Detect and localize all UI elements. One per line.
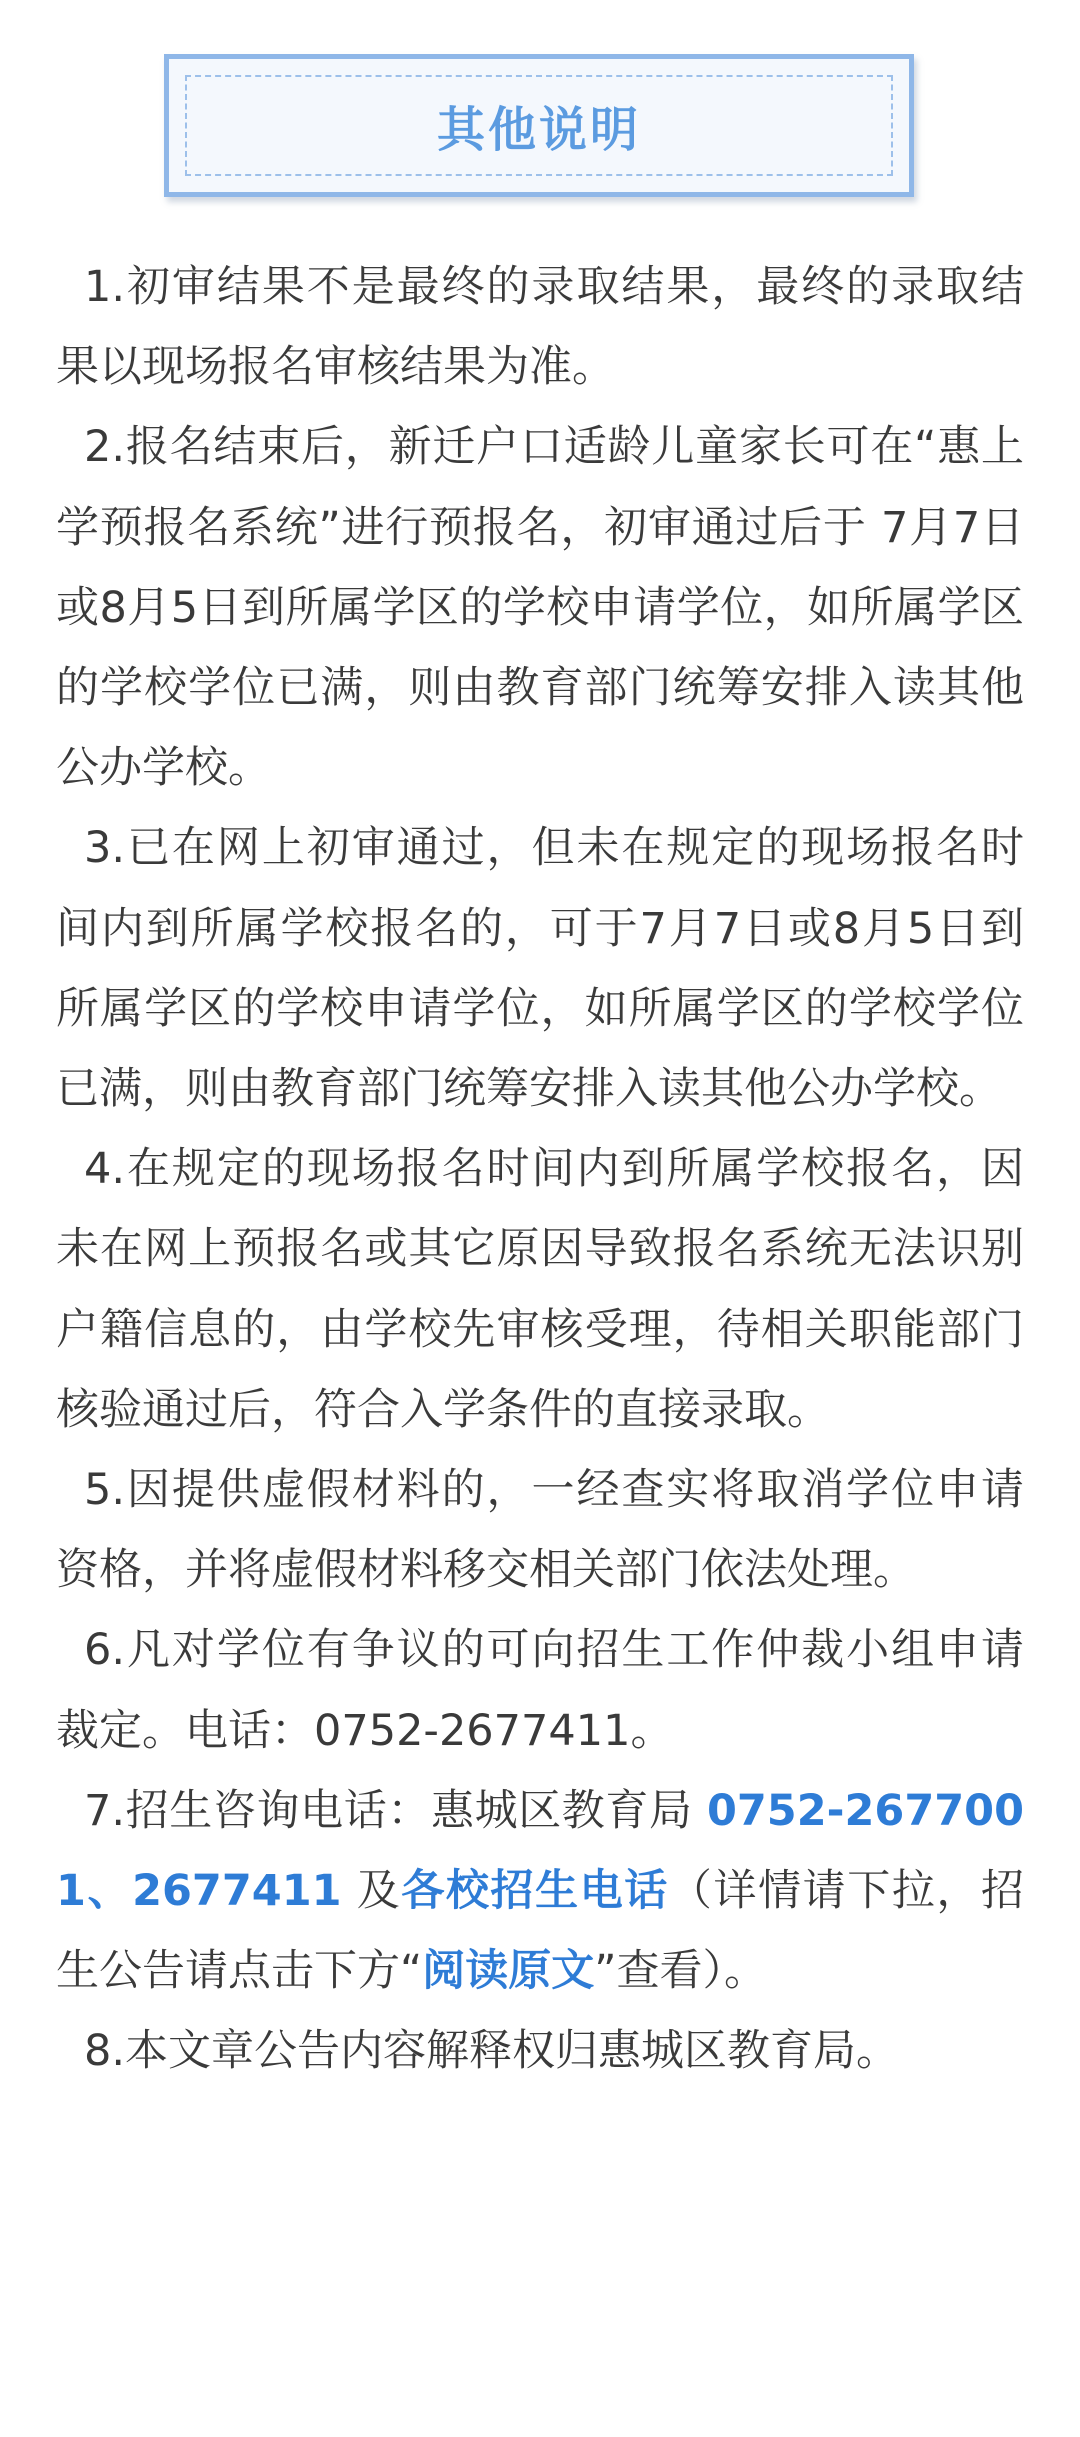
read-original-link[interactable]: 阅读原文	[422, 1946, 595, 1997]
note-item-6: 6.凡对学位有争议的可向招生工作仲裁小组申请裁定。电话：0752-2677411。	[56, 1625, 1024, 1756]
note-item-2: 2.报名结束后，新迁户口适龄儿童家长可在“惠上学预报名系统”进行预报名，初审通过后于 7月7日或8月5日到所属学区的学校申请学位，如所属学区的学校学位已满，则由教育部门统筹安排入读其他公办学校。	[56, 422, 1024, 794]
item7-prefix: 7.招生咨询电话：惠城区教育局	[84, 1785, 707, 1836]
note-item-4: 4.在规定的现场报名时间内到所属学校报名，因未在网上预报名或其它原因导致报名系统无法识别户籍信息的，由学校先审核受理，待相关职能部门核验通过后，符合入学条件的直接录取。	[56, 1144, 1024, 1435]
item7-mid1: 及	[341, 1866, 402, 1917]
note-item-8: 8.本文章公告内容解释权归惠城区教育局。	[84, 2026, 900, 2077]
item7-suffix: ”查看）。	[594, 1946, 768, 1997]
school-phones-link[interactable]: 各校招生电话	[401, 1866, 669, 1917]
note-item-7	[56, 1771, 1024, 2012]
section-title: 其他说明	[436, 102, 641, 158]
item7-mid2: （详情请下拉，招生公告请点击下方“	[56, 1866, 1025, 1997]
note-item-5: 5.因提供虚假材料的，一经查实将取消学位申请资格，并将虚假材料移交相关部门依法处理。	[56, 1465, 1024, 1596]
section-title-box	[164, 54, 914, 197]
note-item-3: 3.已在网上初审通过，但未在规定的现场报名时间内到所属学校报名的，可于7月7日或8月5日到所属学区的学校申请学位，如所属学区的学校学位已满，则由教育部门统筹安排入读其他公办学校。	[56, 823, 1024, 1115]
phone-numbers-link[interactable]: 0752-2677001、2677411	[56, 1785, 1024, 1917]
note-item-1: 1.初审结果不是最终的录取结果，最终的录取结果以现场报名审核结果为准。	[56, 262, 1024, 393]
notes-content	[56, 247, 1024, 2092]
